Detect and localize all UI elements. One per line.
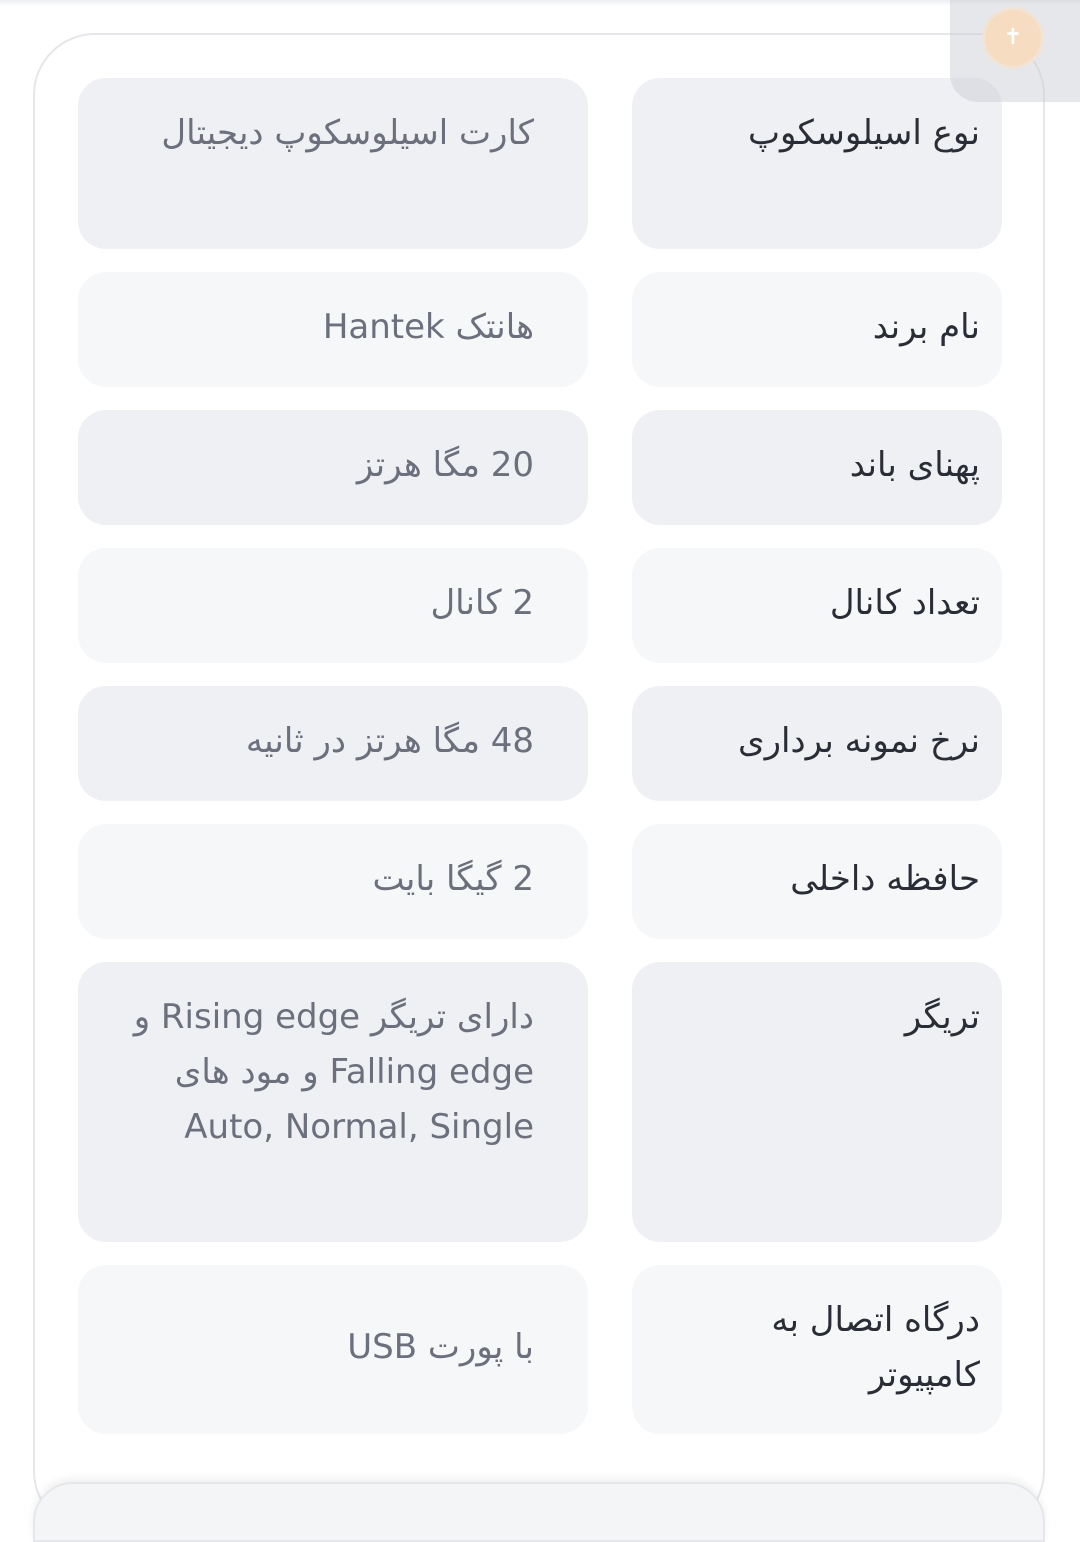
- spec-label: نرخ نمونه برداری: [632, 686, 1002, 801]
- next-card-edge: [33, 1482, 1045, 1542]
- spec-row-trigger: [78, 962, 1002, 1242]
- spec-value: کارت اسیلوسکوپ دیجیتال: [78, 78, 588, 249]
- spec-value: دارای تریگر Rising edge و Falling edge و مود های Auto, Normal, Single: [78, 962, 588, 1242]
- spec-label: حافظه داخلی: [632, 824, 1002, 939]
- spec-row-sample-rate: [78, 686, 1002, 801]
- spec-label: پهنای باند: [632, 410, 1002, 525]
- spec-value: 2 گیگا بایت: [78, 824, 588, 939]
- accessibility-icon: ✝: [1003, 25, 1023, 50]
- spec-value: 20 مگا هرتز: [78, 410, 588, 525]
- spec-label: درگاه اتصال به کامپیوتر: [632, 1265, 1002, 1434]
- spec-row-port: [78, 1265, 1002, 1434]
- spec-value: با پورت USB: [78, 1265, 588, 1434]
- accessibility-button[interactable]: [985, 10, 1041, 66]
- spec-label: تریگر: [632, 962, 1002, 1242]
- top-divider: [0, 0, 1080, 6]
- spec-label: نام برند: [632, 272, 1002, 387]
- spec-value: هانتک Hantek: [78, 272, 588, 387]
- spec-row-bandwidth: [78, 410, 1002, 525]
- spec-label: تعداد کانال: [632, 548, 1002, 663]
- specs-table: [78, 78, 1002, 1457]
- spec-row-memory: [78, 824, 1002, 939]
- spec-value: 48 مگا هرتز در ثانیه: [78, 686, 588, 801]
- spec-label: نوع اسیلوسکوپ: [632, 78, 1002, 249]
- spec-row-channels: [78, 548, 1002, 663]
- spec-row-brand: [78, 272, 1002, 387]
- spec-value: 2 کانال: [78, 548, 588, 663]
- spec-row-type: [78, 78, 1002, 249]
